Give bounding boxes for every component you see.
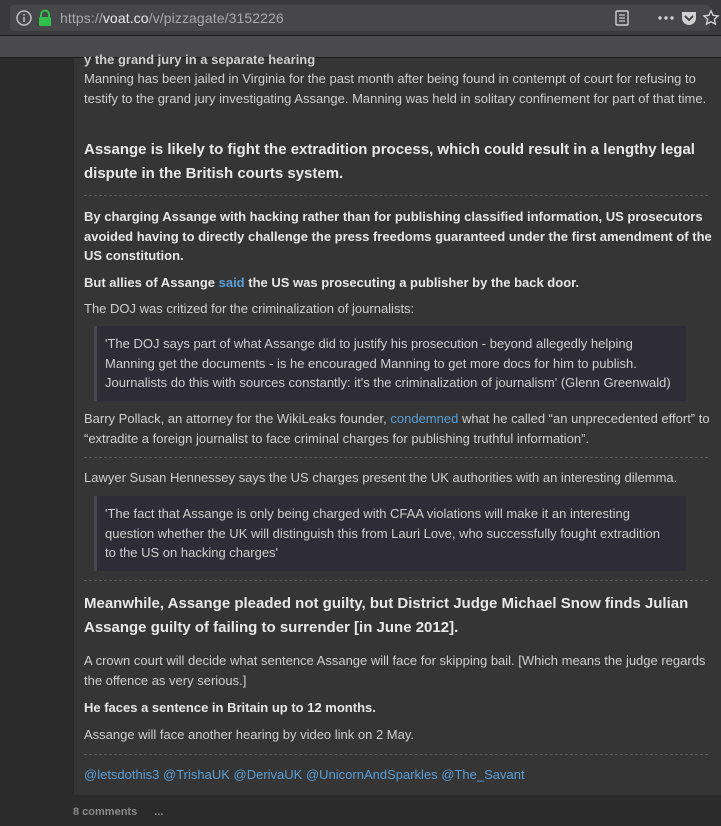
mention-unicornandsparkles[interactable]: @UnicornAndSparkles [305,767,438,782]
browser-toolbar [0,0,721,36]
said-link[interactable]: said [218,275,245,290]
paragraph-hearing: Assange will face another hearing by video link on 2 May. [84,727,415,742]
bookmark-star-icon[interactable] [702,9,720,27]
submission-footer [73,806,177,818]
paragraph-hennessey: Lawyer Susan Hennessey says the US charges present the UK authorities with an interesting dilemma. [84,470,678,485]
divider [84,195,708,196]
page-actions-menu-icon[interactable] [655,9,677,27]
mention-trishauk[interactable]: @TrishaUK [162,767,230,782]
heading-guilty: Meanwhile, Assange pleaded not guilty, but District Judge Michael Snow finds Julian Assange guilty of failing to surrender [in June 2012]. [84,595,689,636]
blockquote-hennessey [94,496,686,571]
url-prefix: https:// [60,10,103,26]
paragraph-doj-criticized: The DOJ was critized for the criminalization of journalists: [84,301,415,316]
paragraph-charging-hacking: By charging Assange with hacking rather than for publishing classified information, US prosecutors avoided having to directly challenge the press freedoms guaranteed under the first amendment of the US constitution. [84,209,712,263]
quote-hennessey-text: 'The fact that Assange is only being charged with CFAA violations will make it an interesting question whether the UK will distinguish this from Lauri Love, who successfully fought extradition to the US on hacking charges' [105,506,660,560]
url-path: /v/pizzagate/3152226 [148,10,284,26]
pollack-text-start: Barry Pollack, an attorney for the WikiLeaks founder, [84,411,391,426]
paragraph-sentence: He faces a sentence in Britain up to 12 months. [84,700,376,715]
paragraph-manning-jailed: Manning has been jailed in Virginia for the past month after being found in contempt of court for refusing to testify to the grand jury investigating Assange. Manning was held in solitary confinement for part of that time. [84,71,707,106]
mention-derivauk[interactable]: @DerivaUK [233,767,303,782]
info-icon[interactable] [15,9,33,27]
mention-the-savant[interactable]: @The_Savant [441,767,525,782]
url-bar[interactable] [10,5,710,31]
pocket-icon[interactable] [680,9,698,27]
submission-body [73,52,721,795]
divider [84,457,708,458]
blockquote-greenwald [94,326,686,401]
reader-view-icon[interactable] [613,9,631,27]
heading-extradition: Assange is likely to fight the extradition process, which could result in a lengthy legal dispute in the British courts system. [84,141,695,182]
mention-letsdothis3[interactable]: @letsdothis3 [84,767,160,782]
allies-text-start: But allies of Assange [84,275,219,290]
paragraph-crown-court: A crown court will decide what sentence Assange will face for skipping bail. [Which means the judge regards the offence as very serious.] [84,653,706,688]
more-link[interactable]: ... [154,806,164,818]
user-mentions [84,767,525,782]
quote-greenwald-text: 'The DOJ says part of what Assange did to justify his prosecution - beyond allegedly helping Manning get the documents - is he encouraged Manning to get more docs for him to publish. Journalists do this with sources constantly: it's the criminalization of journalism' (Glenn Greenwald) [105,336,671,390]
divider [84,580,708,581]
left-gutter [0,58,73,826]
condemned-link[interactable]: condemned [390,411,459,426]
clipped-line: y the grand jury in a separate hearing [84,52,316,67]
url-text[interactable] [60,10,284,26]
divider [84,754,708,755]
comments-link[interactable]: 8 comments [73,806,138,818]
lock-icon[interactable] [37,9,53,27]
pollack-text-end: what he called “an unprecedented effort” to “extradite a foreign journalist to face criminal charges for publishing truthful information”. [84,411,710,446]
paragraph-allies [84,273,712,293]
allies-text-end: the US was prosecuting a publisher by the back door. [244,275,580,290]
paragraph-pollack [84,409,712,448]
url-host: voat.co [102,10,149,26]
